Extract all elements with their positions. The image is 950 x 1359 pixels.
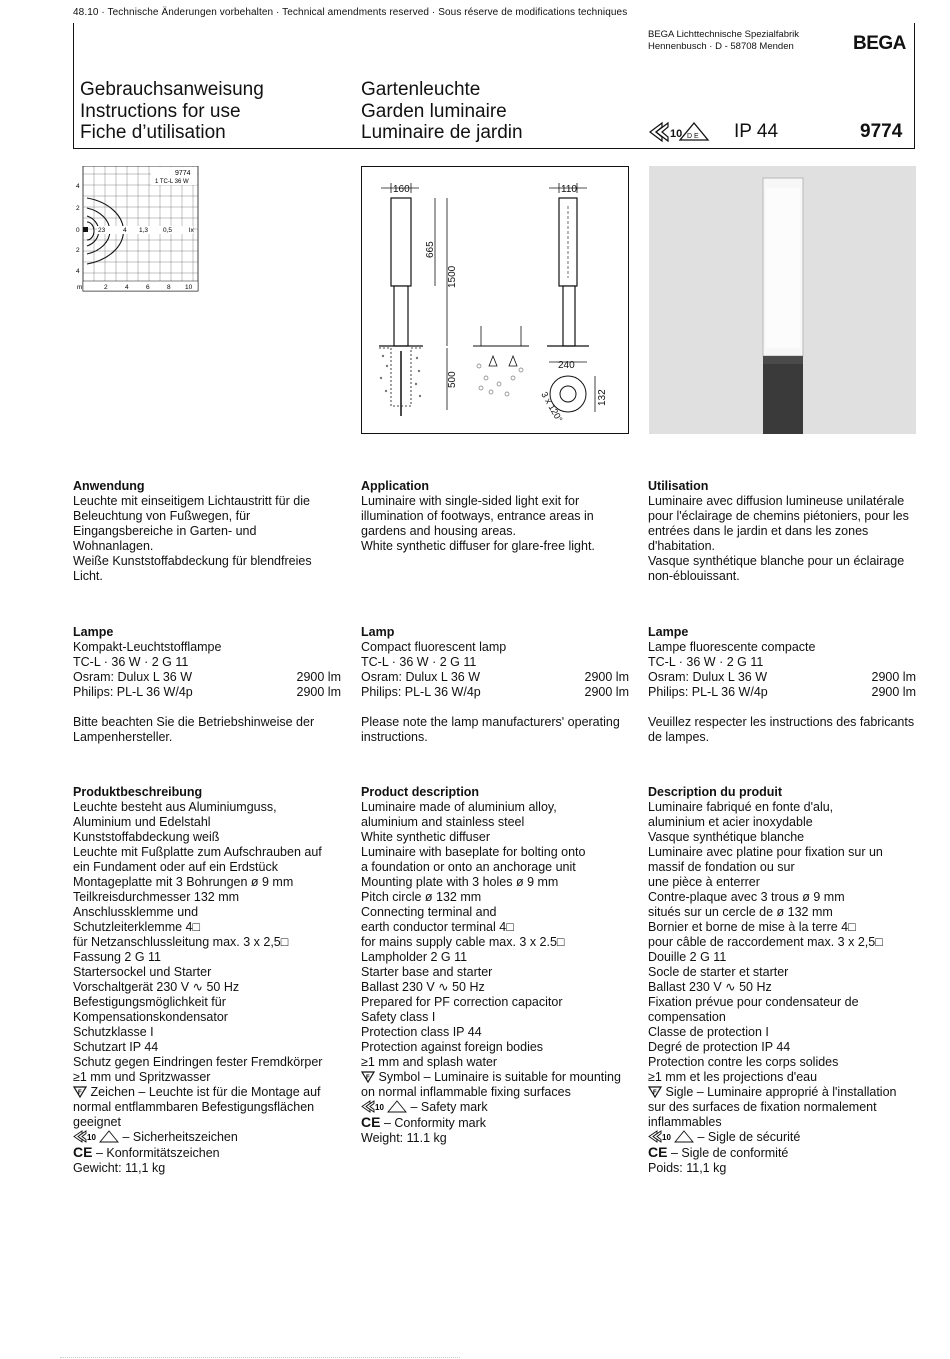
text-line: Protection against foreign bodies: [361, 1040, 544, 1054]
y-tick: 2: [76, 205, 80, 212]
f-symbol-line: [648, 1085, 920, 1100]
product-en: [361, 785, 633, 1146]
text-line: geeignet: [73, 1115, 121, 1129]
safety-mark-text: – Sicherheitszeichen: [122, 1130, 238, 1144]
text-line: Teilkreisdurchmesser 132 mm: [73, 890, 240, 904]
text-line: Fassung 2 G 11: [73, 950, 162, 964]
y-tick: 4: [76, 183, 80, 190]
f-symbol-line: [73, 1085, 345, 1100]
text-line: Socle de starter et starter: [648, 965, 789, 979]
lamp-osram-row: [73, 670, 341, 685]
application-en: [361, 479, 633, 554]
text-line: Mounting plate with 3 holes ø 9 mm: [361, 875, 559, 889]
text-line: Pitch circle ø 132 mm: [361, 890, 482, 904]
lamp-name: Philips: PL-L 36 W/4p: [361, 685, 481, 699]
text-line: illumination of footways, entrance areas in: [361, 509, 594, 523]
text-line: non-éblouissant.: [648, 569, 740, 583]
text-line: Schutz gegen Eindringen fester Fremdkörper: [73, 1055, 323, 1069]
section-heading: Application: [361, 479, 430, 493]
x-tick: m: [77, 284, 83, 291]
application-fr: [648, 479, 920, 584]
doc-type-de: Gebrauchsanweisung: [80, 79, 264, 100]
product-type-de: Gartenleuchte: [361, 79, 481, 100]
ce-mark-icon: CE: [361, 1114, 381, 1130]
weight: Weight: 11.1 kg: [361, 1131, 447, 1145]
text-line: für Netzanschlussleitung max. 3 x 2,5□: [73, 935, 289, 949]
section-heading: Lampe: [73, 625, 114, 639]
diagram-lamp: 1 TC-L 36 W: [155, 179, 189, 185]
ce-mark-text: – Sigle de conformité: [670, 1146, 789, 1160]
safety-mark-icon: [648, 121, 720, 143]
text-line: Contre-plaque avec 3 trous ø 9 mm: [648, 890, 845, 904]
lamp-spec: TC-L · 36 W · 2 G 11: [361, 655, 477, 669]
lamp-name: Philips: PL-L 36 W/4p: [648, 685, 768, 699]
text-line: Protection class IP 44: [361, 1025, 482, 1039]
text-line: Luminaire with baseplate for bolting onto: [361, 845, 586, 859]
text-line: Aluminium und Edelstahl: [73, 815, 211, 829]
company-location: Hennenbusch · D - 58708 Menden: [648, 41, 794, 52]
topline-notice: 48.10 · Technische Änderungen vorbehalten · Technical amendments reserved · Sous réserve de modifications techniques: [73, 7, 628, 18]
svg-text:F: F: [78, 1090, 82, 1096]
text-line: Schutzleiterklemme 4□: [73, 920, 201, 934]
product-type-fr: Luminaire de jardin: [361, 122, 523, 143]
lux-label: 0,5: [163, 227, 173, 234]
company-address: [648, 29, 799, 53]
text-line: sur des surfaces de fixation normalement: [648, 1100, 877, 1114]
isolux-diagram: [73, 166, 199, 292]
text-line: compensation: [648, 1010, 726, 1024]
lamp-type: Kompakt-Leuchtstofflampe: [73, 640, 222, 654]
lamp-note-line: instructions.: [361, 730, 428, 744]
dim-total-height: 1500: [447, 265, 458, 288]
text-line: une pièce à enterrer: [648, 875, 760, 889]
ce-mark-text: – Konformitätszeichen: [95, 1146, 220, 1160]
dim-holes: 3 x 120°: [539, 390, 565, 424]
section-heading: Produktbeschreibung: [73, 785, 203, 799]
text-line: Safety class I: [361, 1010, 436, 1024]
ce-mark-text: – Conformity mark: [383, 1116, 487, 1130]
y-tick: 4: [76, 268, 80, 275]
f-symbol-line: [361, 1070, 633, 1085]
text-line: White synthetic diffuser: [361, 830, 490, 844]
svg-text:10: 10: [87, 1133, 96, 1142]
text-line: Fixation prévue pour condensateur de: [648, 995, 859, 1009]
product-photo: [649, 166, 916, 434]
text-line: Schutzklasse I: [73, 1025, 154, 1039]
text-line: Luminaire made of aluminium alloy,: [361, 800, 557, 814]
f-mark-icon: [648, 1086, 662, 1098]
text-line: White synthetic diffuser for glare-free light.: [361, 539, 595, 553]
lamp-philips-row: [73, 685, 341, 700]
text-line: for mains supply cable max. 3 x 2.5□: [361, 935, 565, 949]
safety-mark-number: 10: [670, 128, 683, 140]
ce-mark-icon: CE: [648, 1144, 668, 1160]
lamp-en: [361, 625, 629, 745]
section-heading: Description du produit: [648, 785, 783, 799]
doc-type-titles: [80, 79, 264, 144]
text-line: Douille 2 G 11: [648, 950, 727, 964]
text-line: Licht.: [73, 569, 103, 583]
text-line: d'habitation.: [648, 539, 716, 553]
lamp-fr: [648, 625, 916, 745]
lamp-note-line: de lampes.: [648, 730, 710, 744]
text-line: ein Fundament oder auf ein Erdstück: [73, 860, 278, 874]
lamp-note-line: Lampenhersteller.: [73, 730, 173, 744]
lamp-osram-row: [648, 670, 916, 685]
text-line: Protection contre les corps solides: [648, 1055, 839, 1069]
safety-mark-icon: [648, 1130, 694, 1143]
product-de: [73, 785, 345, 1176]
lux-label: 23: [98, 227, 106, 234]
lamp-name: Philips: PL-L 36 W/4p: [73, 685, 193, 699]
dim-head-height: 665: [425, 241, 436, 258]
lux-label: 1,3: [139, 227, 149, 234]
lamp-spec: TC-L · 36 W · 2 G 11: [648, 655, 764, 669]
lamp-note-line: Please note the lamp manufacturers' operating: [361, 715, 620, 729]
lamp-lumen: 2900 lm: [871, 685, 916, 699]
section-heading: Product description: [361, 785, 480, 799]
x-tick: 4: [125, 284, 129, 291]
safety-mark-icon: [361, 1100, 407, 1113]
text-line: Weiße Kunststoffabdeckung für blendfreies: [73, 554, 312, 568]
text-line: Classe de protection I: [648, 1025, 769, 1039]
model-number: 9774: [860, 121, 903, 142]
text-line: Bornier et borne de mise à la terre 4□: [648, 920, 856, 934]
lamp-spec: TC-L · 36 W · 2 G 11: [73, 655, 189, 669]
x-tick: 10: [185, 284, 193, 291]
text-line: Starter base and starter: [361, 965, 493, 979]
section-heading: Utilisation: [648, 479, 709, 493]
ce-mark-icon: CE: [73, 1144, 93, 1160]
dim-plate-width: 240: [558, 360, 575, 371]
weight: Poids: 11,1 kg: [648, 1161, 727, 1175]
lamp-lumen: 2900 lm: [584, 685, 629, 699]
lamp-lumen: 2900 lm: [296, 685, 341, 699]
faint-footer-trace: [60, 1352, 460, 1358]
svg-text:F: F: [366, 1075, 370, 1081]
doc-type-en: Instructions for use: [80, 100, 241, 122]
x-tick: 6: [146, 284, 150, 291]
text-line: Vasque synthétique blanche: [648, 830, 805, 844]
text-line: Kunststoffabdeckung weiß: [73, 830, 220, 844]
text-line: Vasque synthétique blanche pour un éclairage: [648, 554, 905, 568]
lamp-lumen: 2900 lm: [871, 670, 916, 684]
text-line: Connecting terminal and: [361, 905, 497, 919]
text-line: pour l'éclairage de chemins piétoniers, pour les: [648, 509, 909, 523]
dim-foundation-depth: 500: [447, 371, 458, 388]
text-line: Wohnanlagen.: [73, 539, 154, 553]
text-line: ≥1 mm und Spritzwasser: [73, 1070, 211, 1084]
svg-text:10: 10: [375, 1103, 384, 1112]
section-heading: Lampe: [648, 625, 689, 639]
text-line: Startersockel und Starter: [73, 965, 212, 979]
y-tick: 2: [76, 247, 80, 254]
text-line: situés sur un cercle de ø 132 mm: [648, 905, 833, 919]
lamp-type: Lampe fluorescente compacte: [648, 640, 816, 654]
lamp-philips-row: [648, 685, 916, 700]
text-line: earth conductor terminal 4□: [361, 920, 514, 934]
text-line: Eingangsbereiche in Garten- und: [73, 524, 257, 538]
weight: Gewicht: 11,1 kg: [73, 1161, 166, 1175]
text-line: gardens and housing areas.: [361, 524, 516, 538]
company-name: BEGA Lichttechnische Spezialfabrik: [648, 29, 800, 40]
text-line: ≥1 mm and splash water: [361, 1055, 498, 1069]
text-line: Leuchte besteht aus Aluminiumguss,: [73, 800, 277, 814]
text-line: Ballast 230 V ∿ 50 Hz: [361, 980, 485, 994]
lux-label: lx: [189, 227, 194, 234]
section-heading: Lamp: [361, 625, 395, 639]
text-line: Luminaire avec diffusion lumineuse unilatérale: [648, 494, 905, 508]
f-symbol-text: Zeichen – Leuchte ist für die Montage auf: [90, 1085, 321, 1099]
safety-mark-line: [73, 1130, 345, 1145]
lamp-philips-row: [361, 685, 629, 700]
dimension-drawing: [361, 166, 629, 434]
text-line: Lampholder 2 G 11: [361, 950, 468, 964]
text-line: normal entflammbaren Befestigungsflächen: [73, 1100, 315, 1114]
text-line: pour câble de raccordement max. 3 x 2,5□: [648, 935, 883, 949]
section-heading: Anwendung: [73, 479, 145, 493]
text-line: aluminium and stainless steel: [361, 815, 525, 829]
text-line: ≥1 mm et les projections d'eau: [648, 1070, 818, 1084]
lamp-name: Osram: Dulux L 36 W: [648, 670, 768, 684]
text-line: Leuchte mit einseitigem Lichtaustritt für die: [73, 494, 310, 508]
f-mark-icon: [73, 1086, 87, 1098]
text-line: aluminium et acier inoxydable: [648, 815, 813, 829]
svg-text:D E: D E: [687, 133, 699, 140]
svg-text:F: F: [653, 1090, 657, 1096]
dim-width-side: 110: [561, 184, 577, 195]
text-line: Ballast 230 V ∿ 50 Hz: [648, 980, 772, 994]
y-tick: 0: [76, 227, 80, 234]
lamp-name: Osram: Dulux L 36 W: [361, 670, 481, 684]
text-line: Luminaire avec platine pour fixation sur un: [648, 845, 883, 859]
diagram-model: 9774: [175, 170, 191, 177]
lamp-lumen: 2900 lm: [584, 670, 629, 684]
text-line: Schutzart IP 44: [73, 1040, 159, 1054]
text-line: Leuchte mit Fußplatte zum Aufschrauben auf: [73, 845, 322, 859]
lamp-de: [73, 625, 341, 745]
ip-rating: IP 44: [734, 121, 779, 142]
doc-type-fr: Fiche d’utilisation: [80, 122, 226, 143]
safety-mark-line: [361, 1100, 633, 1115]
text-line: Luminaire fabriqué en fonte d'alu,: [648, 800, 834, 814]
safety-mark-icon: [73, 1130, 119, 1143]
x-tick: 8: [167, 284, 171, 291]
certification-marks: [648, 121, 778, 143]
ce-mark-line: [648, 1145, 920, 1161]
text-line: massif de fondation ou sur: [648, 860, 795, 874]
lamp-name: Osram: Dulux L 36 W: [73, 670, 193, 684]
text-line: Degré de protection IP 44: [648, 1040, 791, 1054]
ce-mark-line: [73, 1145, 345, 1161]
ce-mark-line: [361, 1115, 633, 1131]
dim-pitch-circle: 132: [597, 389, 608, 406]
product-fr: [648, 785, 920, 1176]
dim-width-front: 160: [393, 184, 410, 195]
safety-mark-text: – Safety mark: [410, 1100, 488, 1114]
f-mark-icon: [361, 1071, 375, 1083]
application-de: [73, 479, 345, 584]
text-line: a foundation or onto an anchorage unit: [361, 860, 576, 874]
text-line: entrées dans le jardin et dans les zones: [648, 524, 869, 538]
text-line: Montageplatte mit 3 Bohrungen ø 9 mm: [73, 875, 294, 889]
text-line: Anschlussklemme und: [73, 905, 199, 919]
text-line: Luminaire with single-sided light exit for: [361, 494, 580, 508]
safety-mark-text: – Sigle de sécurité: [697, 1130, 801, 1144]
safety-mark-line: [648, 1130, 920, 1145]
text-line: Beleuchtung von Fußwegen, für: [73, 509, 251, 523]
text-line: Prepared for PF correction capacitor: [361, 995, 563, 1009]
lamp-note-line: Veuillez respecter les instructions des fabricants: [648, 715, 915, 729]
lux-label: 4: [123, 227, 127, 234]
svg-text:10: 10: [662, 1133, 671, 1142]
lamp-type: Compact fluorescent lamp: [361, 640, 507, 654]
lamp-osram-row: [361, 670, 629, 685]
text-line: Kompensationskondensator: [73, 1010, 228, 1024]
f-symbol-text: Symbol – Luminaire is suitable for mounting: [378, 1070, 621, 1084]
product-type-titles: [361, 79, 523, 144]
product-type-en: Garden luminaire: [361, 100, 507, 122]
text-line: on normal inflammable fixing surfaces: [361, 1085, 571, 1099]
text-line: inflammables: [648, 1115, 722, 1129]
text-line: Vorschaltgerät 230 V ∿ 50 Hz: [73, 980, 240, 994]
x-tick: 2: [104, 284, 108, 291]
text-line: Befestigungsmöglichkeit für: [73, 995, 226, 1009]
lamp-note-line: Bitte beachten Sie die Betriebshinweise der: [73, 715, 315, 729]
bega-logo: BEGA: [853, 33, 906, 54]
lamp-lumen: 2900 lm: [296, 670, 341, 684]
f-symbol-text: Sigle – Luminaire approprié à l'installation: [665, 1085, 897, 1099]
